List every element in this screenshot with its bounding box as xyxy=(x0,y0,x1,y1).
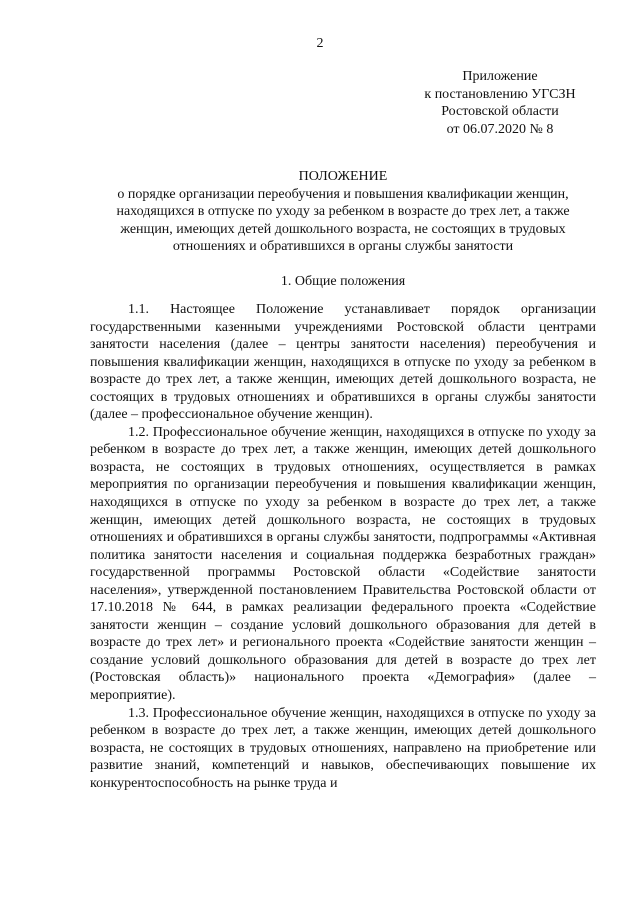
title-line: женщин, имеющих детей дошкольного возраста, не состоящих в трудовых xyxy=(120,221,566,237)
title-line: отношениях и обратившихся в органы службы занятости xyxy=(172,239,514,254)
section-heading: 1. Общие положения xyxy=(280,274,406,289)
document-body xyxy=(90,301,596,792)
title-line: о порядке организации переобучения и повышения квалификации женщин, xyxy=(117,186,569,202)
title-heading: ПОЛОЖЕНИЕ xyxy=(298,169,388,184)
title-line: находящихся в отпуске по уходу за ребенком в возрасте до трех лет, а также xyxy=(116,204,570,219)
appendix-line: Ростовской области xyxy=(441,104,559,120)
paragraph: 1.3. Профессиональное обучение женщин, находящихся в отпуске по уходу за ребенком в возрасте до трех лет, а также женщин, имеющих детей дошкольного возраста, не состоящих в трудовых отношениях, направлено на приобретение или развитие знаний, компетенций и навыков, обеспечивающих повышение их конкурентоспособность на рынке труда и xyxy=(90,705,596,791)
document-title xyxy=(90,168,596,256)
paragraph: 1.1. Настоящее Положение устанавливает порядок организации государственными казенными учреждениями Ростовской области центрами занятости населения (далее – центры занятости населения) переобучения и повышения квалификации женщин, находящихся в отпуске по уходу за ребенком в возрасте до трех лет, а также женщин, имеющих детей дошкольного возраста, не состоящих в трудовых отношениях и обратившихся в органы службы занятости (далее – профессиональное обучение женщин). xyxy=(90,302,596,423)
appendix-line: Приложение xyxy=(462,69,538,84)
appendix-date-line: от 06.07.2020 № 8 xyxy=(446,121,554,137)
appendix-line: к постановлению УГСЗН xyxy=(424,86,576,102)
paragraph: 1.2. Профессиональное обучение женщин, находящихся в отпуске по уходу за ребенком в возрасте до трех лет, а также женщин, имеющих детей дошкольного возраста, не состоящих в трудовых отношениях, осуществляется в рамках мероприятия по организации переобучения и повышения квалификации женщин, находящихся в отпуске по уходу за ребенком в возрасте до трех лет, а также женщин, имеющих детей дошкольного возраста, не состоящих в трудовых отношениях и обратившихся в органы службы занятости, подпрограммы «Активная политика занятости населения и социальная поддержка безработных граждан» государственной программы Ростовской области «Содействие занятости населения», утвержденной постановлением Правительства Ростовской области от 17.10.2018 № 644, в рамках реализации федерального проекта «Содействие занятости женщин – создание условий дошкольного образования для детей в возрасте до трех лет» и регионального проекта «Содействие занятости женщин – создание условий дошкольного образования для детей в возрасте до трех лет (Ростовская область)» национального проекта «Демография» (далее – мероприятие). xyxy=(90,424,596,704)
appendix-block xyxy=(400,68,600,138)
page-number: 2 xyxy=(316,36,324,51)
